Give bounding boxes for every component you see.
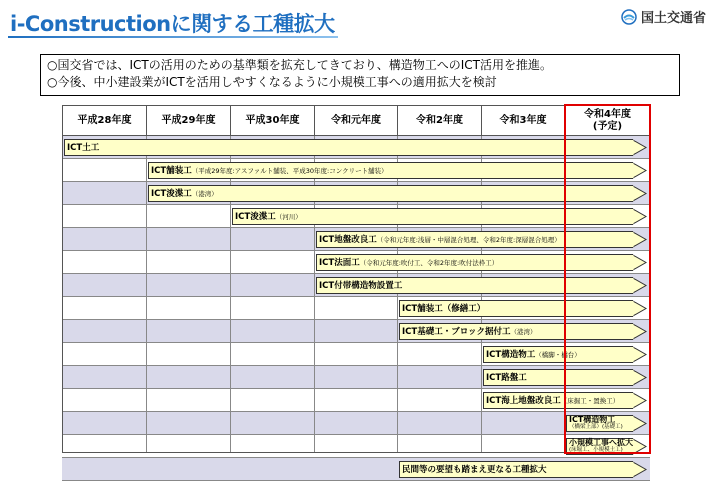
bar-label: ICT浚渫工（港湾） [151, 189, 218, 199]
bar-label: 小規模工事へ拡大 (床堀工、小規模土工) [569, 438, 633, 453]
intro-line-2: ○今後、中小建設業がICTを活用しやすくなるように小規模工事への適用拡大を検討 [47, 75, 497, 89]
bar-label: ICT構造物工 （橋梁上部）(基礎工) [569, 415, 623, 430]
ministry-logo [621, 7, 706, 26]
column-header: 平成30年度 [230, 105, 315, 136]
bar-label: ICT基礎工・ブロック据付工（港湾） [402, 327, 537, 337]
column-header: 令和3年度 [481, 105, 565, 136]
bar-label: ICT浚渫工（河川） [235, 212, 302, 222]
column-header: 令和元年度 [314, 105, 398, 136]
mlit-logo-icon [621, 9, 637, 25]
title-underline [8, 36, 338, 38]
bar-label: 民間等の要望も踏まえ更なる工種拡大 [402, 465, 547, 475]
arrow-head-icon [632, 461, 647, 478]
column-header: 令和2年度 [397, 105, 482, 136]
bar-label: ICT構造物工（橋脚・橋台） [486, 350, 581, 360]
intro-line-1: ○国交省では、ICTの活用のための基準類を拡充してきており、構造物工へのICT活用を推進。 [47, 58, 552, 72]
column-header: 平成28年度 [62, 105, 147, 136]
rollout-bar [64, 139, 647, 156]
bar-label: ICT海上地盤改良工（床掘工・置換工） [486, 396, 620, 406]
page-title: i-Constructionに関する工種拡大 [10, 12, 335, 36]
column-header: 平成29年度 [146, 105, 231, 136]
bar-label: ICT付帯構造物設置工 [319, 281, 403, 291]
bar-label: ICT土工 [67, 143, 100, 153]
rollout-bar [399, 461, 647, 478]
column-header: 令和4年度 (予定) [564, 105, 651, 136]
intro-box [40, 54, 680, 96]
bar-label: ICT法面工（令和元年度:吹付工、令和2年度:吹付法枠工） [319, 258, 499, 268]
bar-label: ICT地盤改良工（令和元年度:浅層・中層混合処理、令和2年度:深層混合処理） [319, 235, 561, 245]
bar-label: ICT舗装工（平成29年度:アスファルト舗装、平成30年度:コンクリート舗装） [151, 166, 388, 176]
bar-label: ICT路盤工 [486, 373, 527, 383]
logo-text: 国土交通省 [640, 11, 706, 26]
planned-year-highlight [564, 104, 651, 454]
bar-label: ICT舗装工（修繕工） [402, 304, 486, 314]
